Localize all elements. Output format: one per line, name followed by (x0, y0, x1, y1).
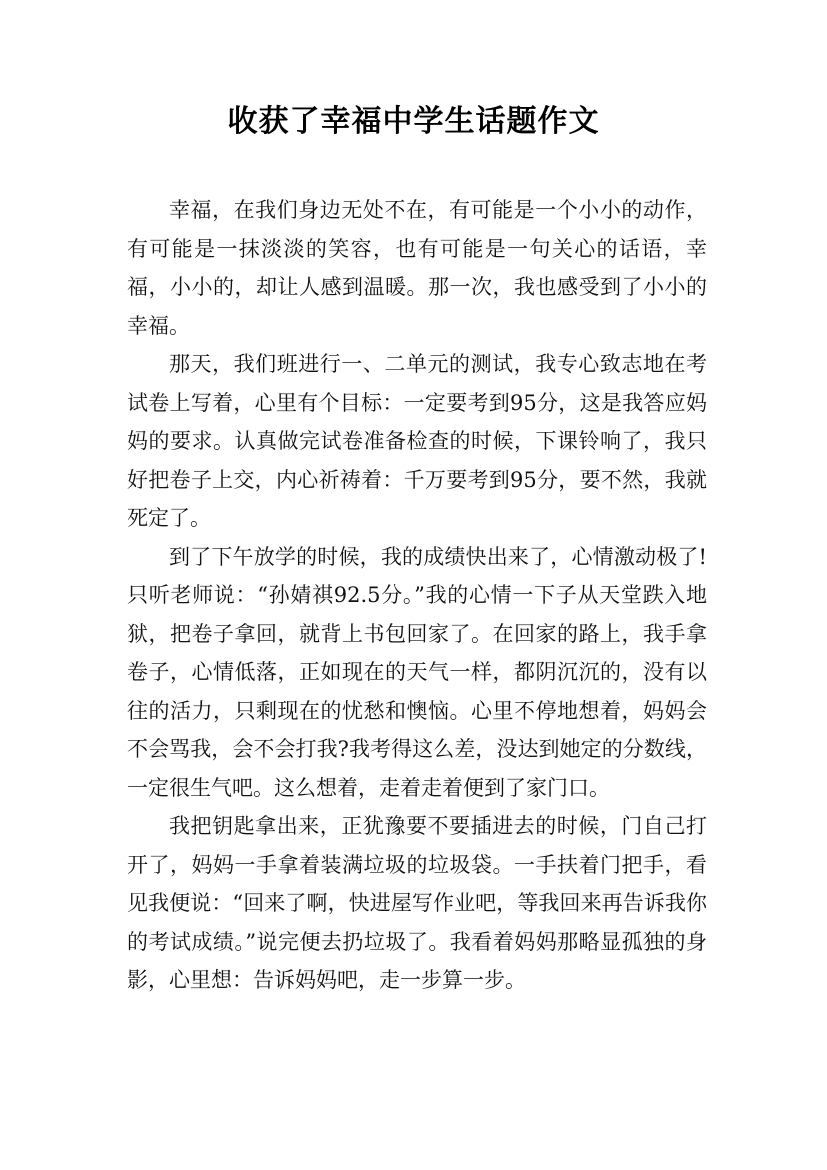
paragraph-4: 我把钥匙拿出来，正犹豫要不要插进去的时候，门自己打开了，妈妈一手拿着装满垃圾的垃圾袋。一手扶着门把手，看见我便说：“回来了啊，快进屋写作业吧，等我回来再告诉我你的考试成绩。”说完便去扔垃圾了。我看着妈妈那略显孤独的身影，心里想：告诉妈妈吧，走一步算一步。 (127, 814, 707, 992)
paragraph-2: 那天，我们班进行一、二单元的测试，我专心致志地在考试卷上写着，心里有个目标：一定要考到95分，这是我答应妈妈的要求。认真做完试卷准备检查的时候，下课铃响了，我只好把卷子上交，内心祈祷着：千万要考到95分，要不然，我就死定了。 (127, 352, 707, 530)
document-body (127, 191, 707, 1000)
document-title: 收获了幸福中学生话题作文 (227, 104, 600, 139)
paragraph-1: 幸福，在我们身边无处不在，有可能是一个小小的动作，有可能是一抹淡淡的笑容，也有可能是一句关心的话语，幸福，小小的，却让人感到温暖。那一次，我也感受到了小小的幸福。 (127, 198, 707, 338)
paragraph-3: 到了下午放学的时候，我的成绩快出来了，心情激动极了!只听老师说：“孙婧祺92.5分。”我的心情一下子从天堂跌入地狱，把卷子拿回，就背上书包回家了。在回家的路上，我手拿卷子，心情低落，正如现在的天气一样，都阴沉沉的，没有以往的活力，只剩现在的忧愁和懊恼。心里不停地想着，妈妈会不会骂我，会不会打我?我考得这么差，没达到她定的分数线，一定很生气吧。这么想着，走着走着便到了家门口。 (127, 544, 707, 800)
